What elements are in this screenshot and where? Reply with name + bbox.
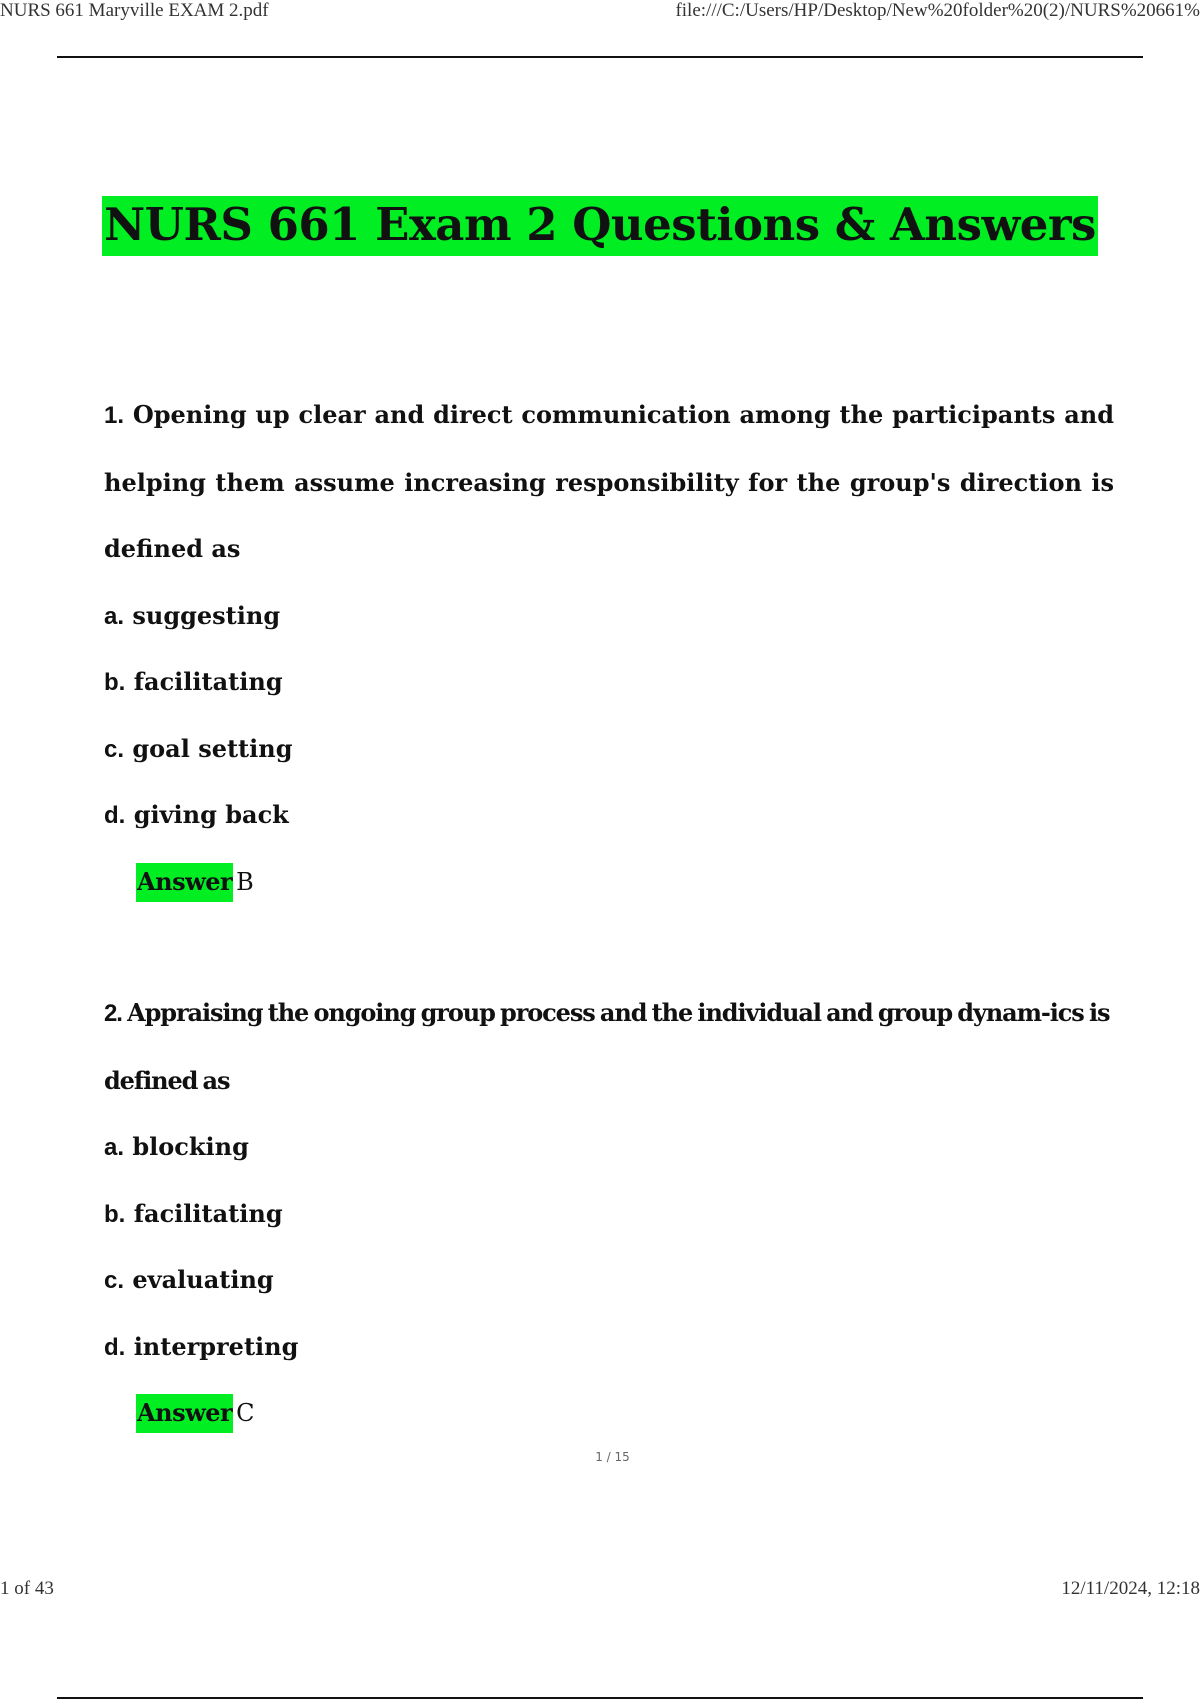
option-text: interpreting: [133, 1331, 299, 1361]
answer-value: C: [236, 1399, 255, 1427]
option-letter: b.: [104, 669, 126, 696]
option-d: [104, 1314, 1114, 1381]
option-letter: d.: [104, 802, 126, 829]
question-1: [104, 382, 1114, 915]
question-text: Opening up clear and direct communication among the participants and helping them assume increasing responsibility for the group's direction is defined as: [104, 400, 1115, 563]
top-divider: [57, 56, 1143, 58]
option-a: [104, 1114, 1114, 1181]
question-number: 1.: [104, 402, 125, 429]
option-letter: c.: [104, 735, 125, 763]
option-letter: a.: [104, 602, 125, 630]
document-title: NURS 661 Exam 2 Questions & Answers: [102, 196, 1098, 256]
question-text: Appraising the ongoing group process and the individual and group dynam-ics is defined as: [104, 998, 1110, 1095]
option-d: [104, 782, 1114, 849]
option-b: [104, 649, 1114, 716]
option-letter: d.: [104, 1333, 126, 1361]
option-text: giving back: [133, 800, 289, 829]
answer-line: [136, 849, 1114, 916]
option-text: blocking: [132, 1132, 249, 1161]
print-footer-datetime: 12/11/2024, 12:18: [1061, 1578, 1200, 1599]
answer-label: Answer: [136, 1394, 233, 1433]
question-stem: [104, 382, 1114, 583]
question-number: 2.: [104, 1000, 122, 1027]
answer-label: Answer: [136, 863, 233, 902]
option-c: [104, 1247, 1114, 1314]
answer-line: [136, 1380, 1114, 1447]
option-text: facilitating: [133, 667, 283, 696]
option-letter: a.: [104, 1134, 125, 1161]
bottom-divider: [57, 1697, 1143, 1699]
page-counter: 1 / 15: [595, 1450, 630, 1464]
question-2: [104, 980, 1114, 1447]
option-text: goal setting: [132, 733, 293, 763]
print-footer-page-of: 1 of 43: [0, 1578, 54, 1599]
option-text: suggesting: [132, 600, 281, 630]
print-header-file-path: file:///C:/Users/HP/Desktop/New%20folder%20(2)/NURS%20661%: [675, 0, 1200, 21]
option-b: [104, 1181, 1114, 1248]
print-header-doc-name: NURS 661 Maryville EXAM 2.pdf: [0, 0, 269, 21]
question-stem: [104, 980, 1114, 1114]
option-text: facilitating: [133, 1198, 283, 1228]
option-a: [104, 583, 1114, 650]
option-c: [104, 716, 1114, 783]
answer-value: B: [236, 867, 254, 896]
title-container: [0, 196, 1200, 256]
option-letter: b.: [104, 1200, 126, 1228]
option-text: evaluating: [132, 1265, 274, 1294]
option-letter: c.: [104, 1267, 125, 1294]
